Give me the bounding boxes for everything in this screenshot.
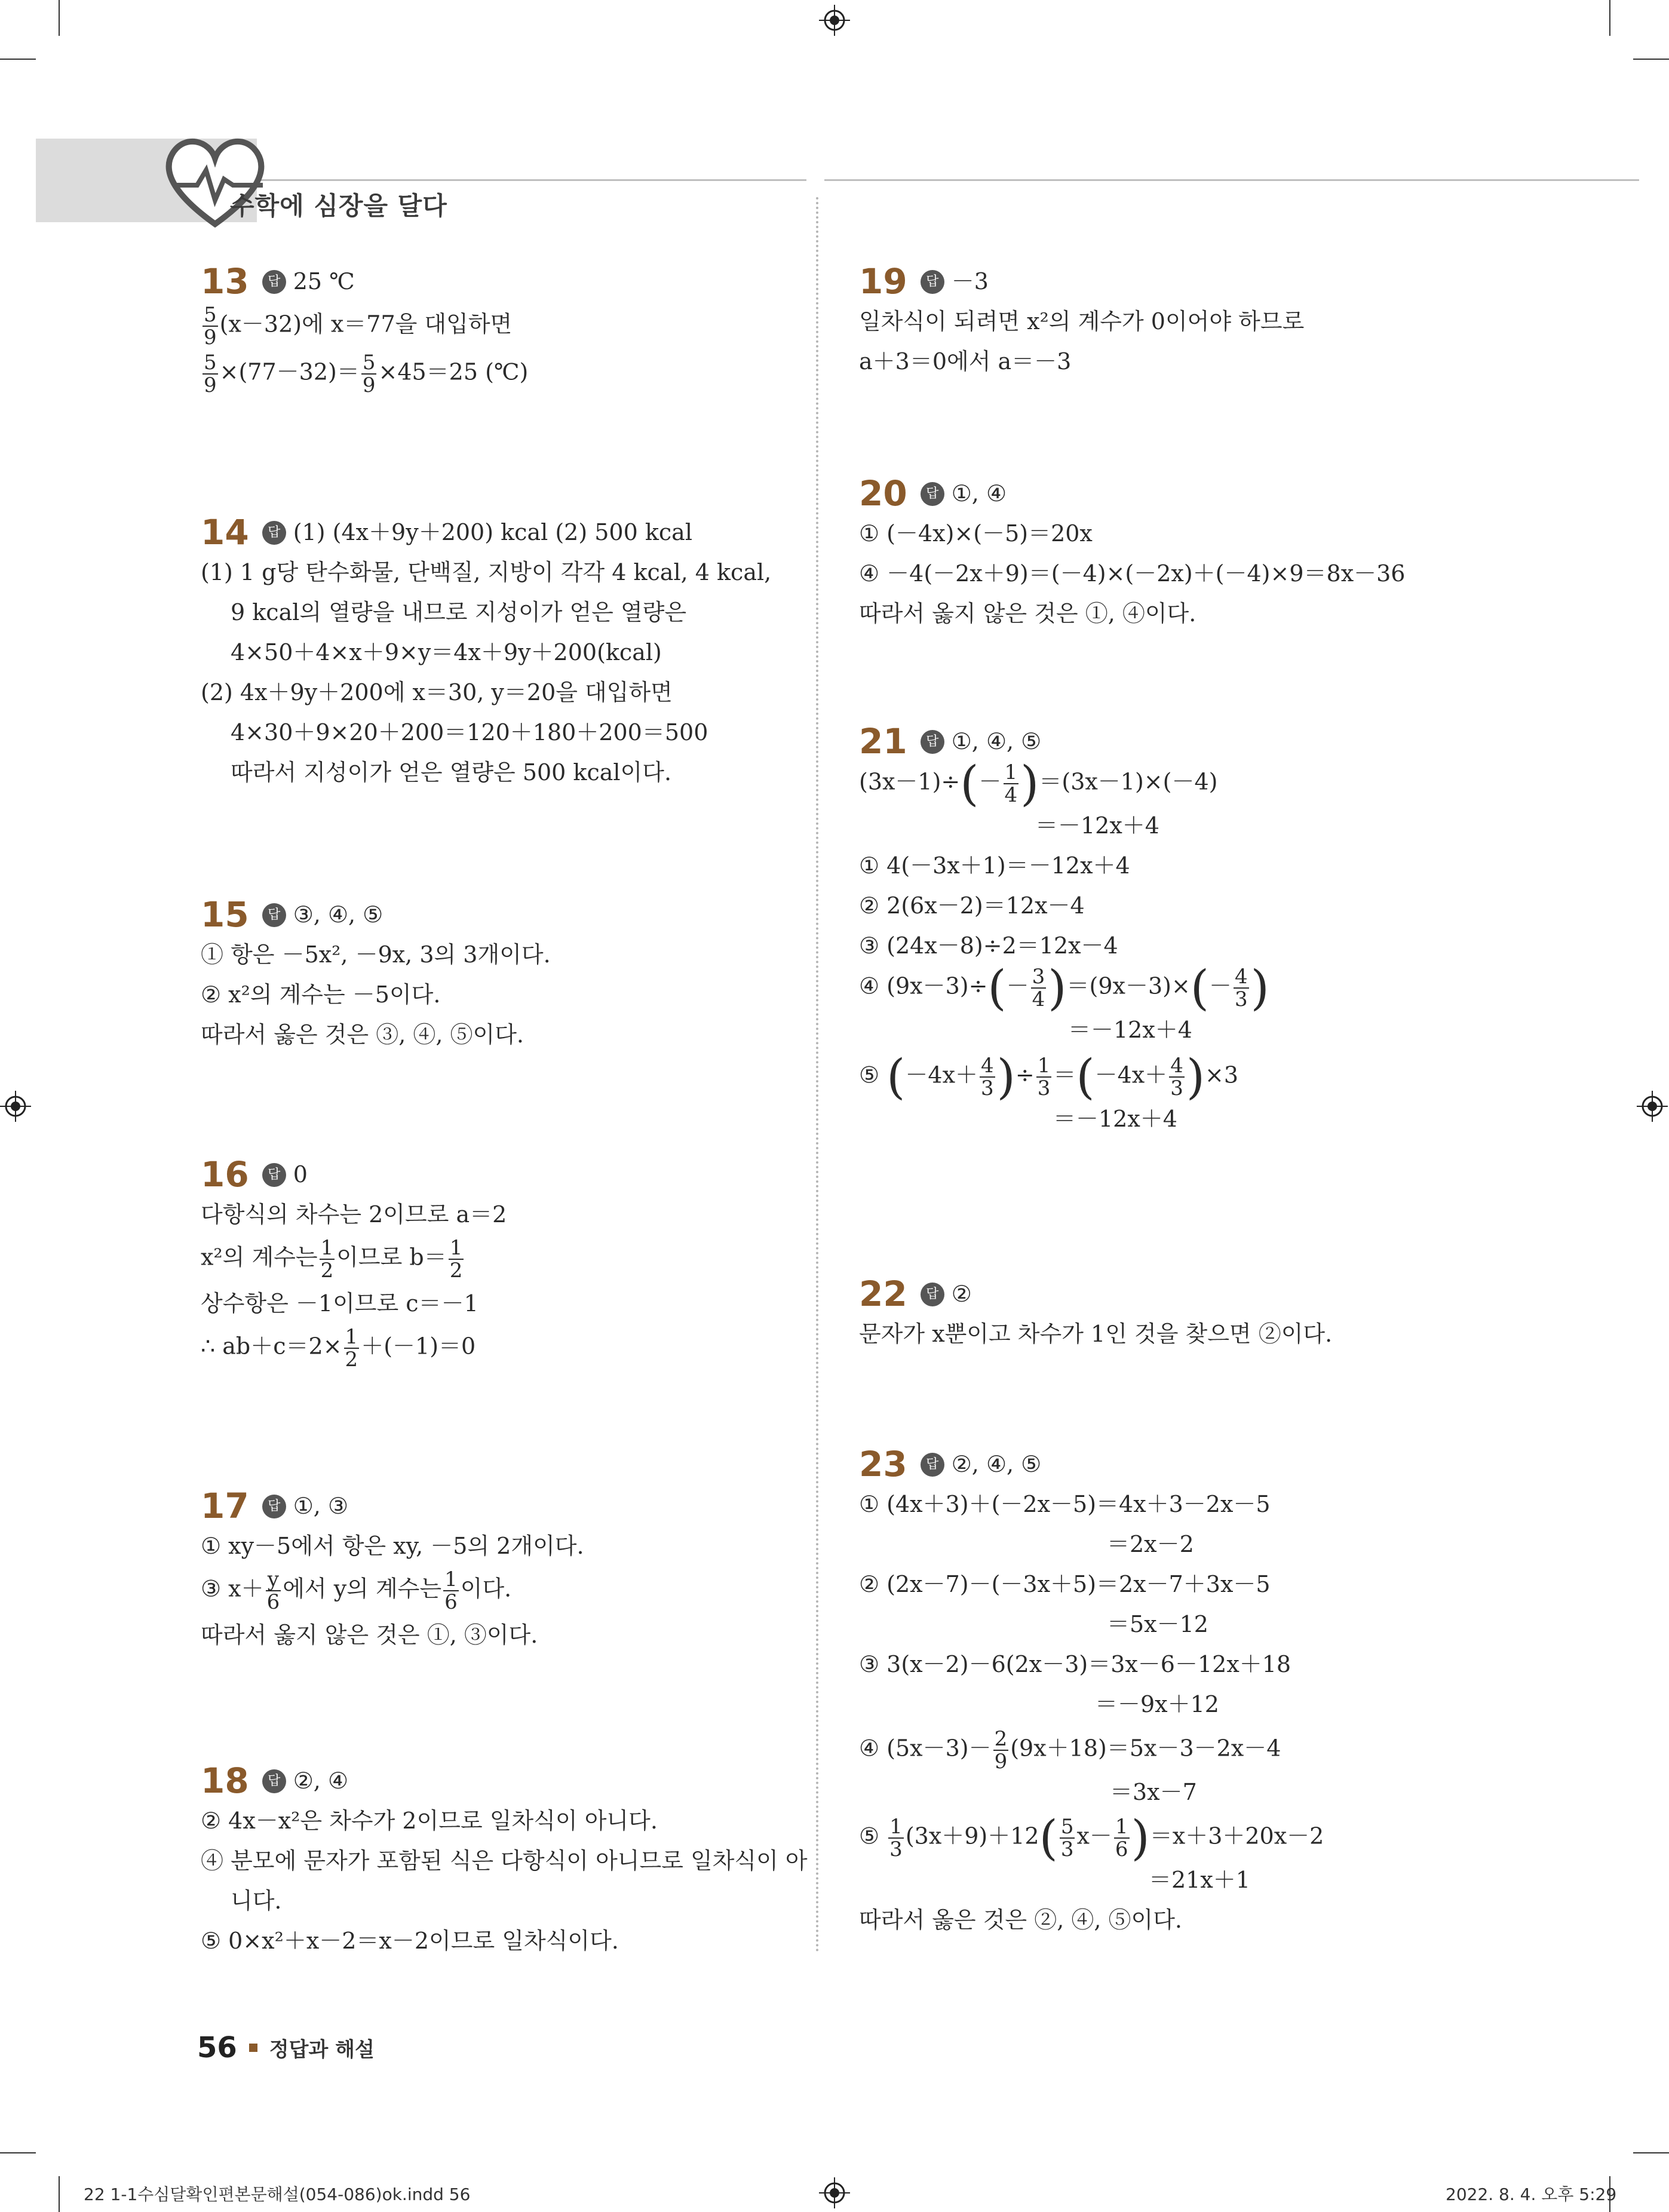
- fraction: $\frac{4}{3}$: [1235, 965, 1248, 1011]
- solution-line: 상수항은 －1이므로 c＝－1: [201, 1290, 478, 1317]
- minus-sign: －: [1006, 972, 1029, 999]
- right-column: [859, 260, 1636, 1933]
- solution-line: 에서 y의 계수는: [283, 1575, 442, 1602]
- solution-line: ＝－12x＋4: [1035, 812, 1159, 839]
- solution-line: 이다.: [460, 1575, 512, 1602]
- problem-16: [201, 1153, 507, 1370]
- solution-line: (x－32)에 x＝77을 대입하면: [219, 311, 513, 338]
- page-footer: [197, 2031, 375, 2064]
- fraction: $\frac{1}{6}$: [1115, 1815, 1128, 1861]
- fraction: $\frac{5}{3}$: [1060, 1815, 1074, 1861]
- answer-badge: 답: [921, 1453, 944, 1477]
- fraction: $\frac{1}{6}$: [444, 1567, 458, 1614]
- fraction: $\frac{1}{3}$: [889, 1815, 903, 1861]
- fraction: $\frac{4}{3}$: [1170, 1054, 1183, 1100]
- answer-text: ②, ④: [293, 1768, 349, 1794]
- problem-number: 18: [201, 1760, 249, 1801]
- header-rule: [257, 179, 806, 181]
- solution-line: (3x－1)÷: [859, 768, 961, 795]
- answer-badge: 답: [262, 270, 286, 294]
- answer-text: ③, ④, ⑤: [293, 901, 383, 928]
- slug-timestamp: 2022. 8. 4. 오후 5:29: [1446, 2185, 1617, 2204]
- solution-line: 따라서 옳지 않은 것은 ①, ④이다.: [859, 600, 1196, 627]
- solution-line: ③ 3(x－2)－6(2x－3)＝3x－6－12x＋18: [859, 1651, 1291, 1677]
- solution-line: ＝3x－7: [1110, 1779, 1197, 1805]
- answer-text: －3: [951, 268, 989, 294]
- solution-line: a＋3＝0에서 a＝－3: [859, 348, 1072, 375]
- problem-number: 17: [201, 1486, 249, 1526]
- crop-mark: [1609, 0, 1610, 36]
- solution-line: x－: [1076, 1823, 1112, 1849]
- problem-20: [859, 472, 1406, 634]
- solution-line: 다항식의 차수는 2이므로 a＝2: [201, 1201, 507, 1228]
- solution-line: ∴ ab＋c＝2×: [201, 1333, 342, 1360]
- registration-mark-icon: [1637, 1091, 1668, 1122]
- crop-mark: [59, 2176, 60, 2212]
- registration-mark-icon: [819, 2177, 850, 2208]
- problem-number: 13: [201, 261, 249, 302]
- answer-badge: 답: [921, 270, 944, 294]
- solution-line: (3x＋9)＋12: [905, 1823, 1039, 1849]
- fraction: $\frac{1}{4}$: [1004, 760, 1018, 807]
- crop-mark: [1633, 2152, 1669, 2153]
- problem-17: [201, 1484, 584, 1655]
- problem-14: [201, 511, 771, 793]
- problem-number: 22: [859, 1274, 907, 1314]
- answer-text: ②, ④, ⑤: [951, 1451, 1042, 1477]
- solution-line: ③ x＋: [201, 1575, 264, 1602]
- solution-line: ① 4(－3x＋1)＝－12x＋4: [859, 852, 1130, 879]
- solution-line: ＝: [1053, 1061, 1076, 1088]
- solution-line: 니다.: [231, 1888, 282, 1914]
- solution-line: ③ (24x－8)÷2＝12x－4: [859, 932, 1118, 959]
- solution-line: ② (2x－7)－(－3x＋5)＝2x－7＋3x－5: [859, 1571, 1271, 1597]
- solution-line: 따라서 옳지 않은 것은 ①, ③이다.: [201, 1622, 538, 1648]
- solution-line: ① 항은 －5x², －9x, 3의 3개이다.: [201, 941, 551, 968]
- solution-line: 따라서 옳은 것은 ②, ④, ⑤이다.: [859, 1907, 1183, 1933]
- solution-line: (1) 1 g당 탄수화물, 단백질, 지방이 각각 4 kcal, 4 kcal,: [201, 559, 772, 585]
- solution-line: ＋(－1)＝0: [361, 1333, 476, 1360]
- answer-text: 0: [293, 1161, 308, 1188]
- fraction: $\frac{1}{2}$: [345, 1325, 358, 1372]
- answer-badge: 답: [921, 730, 944, 754]
- solution-line: ＝2x－2: [1107, 1531, 1194, 1557]
- answer-text: ①, ④: [951, 480, 1007, 507]
- solution-line: ④ 분모에 문자가 포함된 식은 다항식이 아니므로 일차식이 아: [201, 1848, 808, 1874]
- solution-line: ① (4x＋3)＋(－2x－5)＝4x＋3－2x－5: [859, 1491, 1271, 1517]
- solution-line: ① (－4x)×(－5)＝20x: [859, 520, 1093, 547]
- solution-line: ÷: [1015, 1061, 1035, 1088]
- problem-23: 23 답 ②, ④, ⑤ ① (4x＋3)＋(－2x－5)＝4x＋3－2x－5 ＝2x－2 ② (2x－7)－(－3x＋5)＝2x－7＋3x－5 ＝5x－12 ③ 3(x－2)－6(2x－3)＝3x－6－12x＋18 ＝－9x＋12 ④ (5x－3)－ $\frac{2}{9}$ (9x＋18)＝5x－3－2x－4 ＝3x－7 ⑤ $\frac{1}{3}$ (3x＋9)＋12( $\frac{5}{3}$ x－ $\frac{1}{6}$ )＝x＋3＋20x－2 ＝21x＋1 따라서 옳은 것은 ②, ④, ⑤이다.: [859, 1443, 1324, 1940]
- header-rule: [824, 179, 1639, 181]
- slug-filename: 22 1-1수심달확인편본문해설(054-086)ok.indd 56: [84, 2185, 471, 2204]
- crop-mark: [0, 59, 36, 60]
- solution-line: ＝－12x＋4: [1068, 1017, 1192, 1043]
- problem-number: 23: [859, 1444, 907, 1484]
- solution-line: －4x＋: [905, 1061, 978, 1088]
- solution-line: 일차식이 되려면 x²의 계수가 0이어야 하므로: [859, 308, 1305, 335]
- crop-mark: [0, 2152, 36, 2153]
- registration-mark-icon: [819, 5, 850, 36]
- fraction: $\frac{2}{9}$: [994, 1727, 1008, 1774]
- left-column: [201, 260, 808, 1954]
- problem-15: [201, 893, 551, 1055]
- solution-line: 4×30＋9×20＋200＝120＋180＋200＝500: [231, 719, 708, 745]
- problem-21: 21 답 ①, ④, ⑤ (3x－1)÷(－ $\frac{1}{4}$ )＝(3x－1)×(－4) ＝－12x＋4 ① 4(－3x＋1)＝－12x＋4 ② 2(6x－2)＝12x－4 ③ (24x－8)÷2＝12x－4 ④ (9x－3)÷(－ $\frac{3}{4}$ )＝(9x－3)×(－ $\frac{4}{3}$ ) ＝－12x＋4 ⑤ (－4x＋ $\frac{4}{3}$ )÷ $\frac{1}{3}$ ＝(－4x＋ $\frac{4}{3}$ )×3 ＝－12x＋4: [859, 720, 1269, 1139]
- fraction: $\frac{3}{4}$: [1032, 965, 1045, 1011]
- footer-bullet: [249, 2044, 257, 2052]
- solution-line: ＝5x－12: [1107, 1611, 1208, 1637]
- answer-text: ①, ④, ⑤: [951, 728, 1042, 754]
- solution-line: ② 2(6x－2)＝12x－4: [859, 892, 1085, 919]
- solution-line: 이므로 b＝: [336, 1244, 447, 1271]
- solution-line: ＝－12x＋4: [1053, 1106, 1177, 1132]
- brand-title: 수학에 심장을 달다: [230, 191, 447, 220]
- solution-line: ⑤: [859, 1061, 880, 1088]
- problem-number: 15: [201, 894, 249, 935]
- answer-text: ①, ③: [293, 1493, 349, 1519]
- problem-number: 14: [201, 512, 249, 553]
- fraction: $\frac{5}{9}$: [204, 351, 217, 397]
- solution-line: x²의 계수는: [201, 1244, 318, 1271]
- solution-line: ×(77－32)＝: [219, 358, 360, 385]
- answer-badge: 답: [262, 1769, 286, 1793]
- fraction: $\frac{4}{3}$: [981, 1054, 994, 1100]
- answer-badge: 답: [921, 482, 944, 506]
- answer-badge: 답: [262, 1495, 286, 1518]
- answer-text: (1) (4x＋9y＋200) kcal (2) 500 kcal: [293, 519, 692, 545]
- answer-text: 25 ℃: [293, 268, 355, 294]
- solution-line: ④ (5x－3)－: [859, 1735, 992, 1762]
- fraction: $\frac{5}{9}$: [362, 351, 376, 397]
- solution-line: ＝(3x－1)×(－4): [1039, 768, 1218, 795]
- problem-18: [201, 1759, 808, 1961]
- problem-19: [859, 260, 1636, 382]
- solution-line: ＝－9x＋12: [1095, 1691, 1219, 1717]
- solution-line: 4×50＋4×x＋9×y＝4x＋9y＋200(kcal): [231, 639, 662, 665]
- solution-line: 문자가 x뿐이고 차수가 1인 것을 찾으면 ②이다.: [859, 1321, 1333, 1347]
- solution-line: (9x＋18)＝5x－3－2x－4: [1010, 1735, 1281, 1762]
- solution-line: ⑤: [859, 1823, 880, 1849]
- minus-sign: －: [978, 768, 1002, 795]
- fraction: $\frac{1}{3}$: [1037, 1054, 1051, 1100]
- fraction: $\frac{5}{9}$: [204, 303, 217, 349]
- registration-mark-icon: [0, 1091, 31, 1122]
- footer-label: 정답과 해설: [269, 2038, 375, 2062]
- answer-text: ②: [951, 1281, 972, 1307]
- problem-number: 19: [859, 261, 907, 302]
- problem-number: 21: [859, 721, 907, 762]
- solution-line: －4x＋: [1094, 1061, 1168, 1088]
- answer-badge: 답: [262, 1163, 286, 1187]
- fraction: $\frac{1}{2}$: [449, 1236, 463, 1283]
- solution-line: 따라서 옳은 것은 ③, ④, ⑤이다.: [201, 1021, 524, 1048]
- solution-line: ① xy－5에서 항은 xy, －5의 2개이다.: [201, 1533, 584, 1559]
- solution-line: ② x²의 계수는 －5이다.: [201, 981, 441, 1008]
- problem-13: [201, 260, 798, 396]
- solution-line: ×45＝25 (℃): [378, 358, 529, 385]
- answer-badge: 답: [262, 521, 286, 545]
- crop-mark: [59, 0, 60, 36]
- fraction: $\frac{y}{6}$: [266, 1567, 280, 1614]
- column-divider: [816, 197, 818, 1953]
- solution-line: 9 kcal의 열량을 내므로 지성이가 얻은 열량은: [231, 599, 687, 625]
- answer-badge: 답: [262, 903, 286, 927]
- crop-mark: [1633, 59, 1669, 60]
- solution-line: ④ (9x－3)÷: [859, 972, 988, 999]
- solution-line: ＝x＋3＋20x－2: [1149, 1823, 1324, 1849]
- solution-line: ×3: [1205, 1061, 1239, 1088]
- page-number: 56: [197, 2031, 237, 2064]
- solution-line: ④ －4(－2x＋9)＝(－4)×(－2x)＋(－4)×9＝8x－36: [859, 560, 1406, 587]
- solution-line: ＝21x＋1: [1149, 1867, 1250, 1893]
- solution-line: ② 4x－x²은 차수가 2이므로 일차식이 아니다.: [201, 1808, 658, 1834]
- fraction: $\frac{1}{2}$: [320, 1236, 334, 1283]
- minus-sign: －: [1209, 972, 1232, 999]
- solution-line: ＝(9x－3)×: [1066, 972, 1191, 999]
- solution-line: ⑤ 0×x²＋x－2＝x－2이므로 일차식이다.: [201, 1928, 619, 1954]
- problem-number: 20: [859, 473, 907, 514]
- solution-line: 따라서 지성이가 얻은 열량은 500 kcal이다.: [231, 759, 672, 786]
- solution-line: (2) 4x＋9y＋200에 x＝30, y＝20을 대입하면: [201, 679, 673, 705]
- problem-22: [859, 1272, 1332, 1354]
- problem-number: 16: [201, 1154, 249, 1195]
- answer-badge: 답: [921, 1283, 944, 1306]
